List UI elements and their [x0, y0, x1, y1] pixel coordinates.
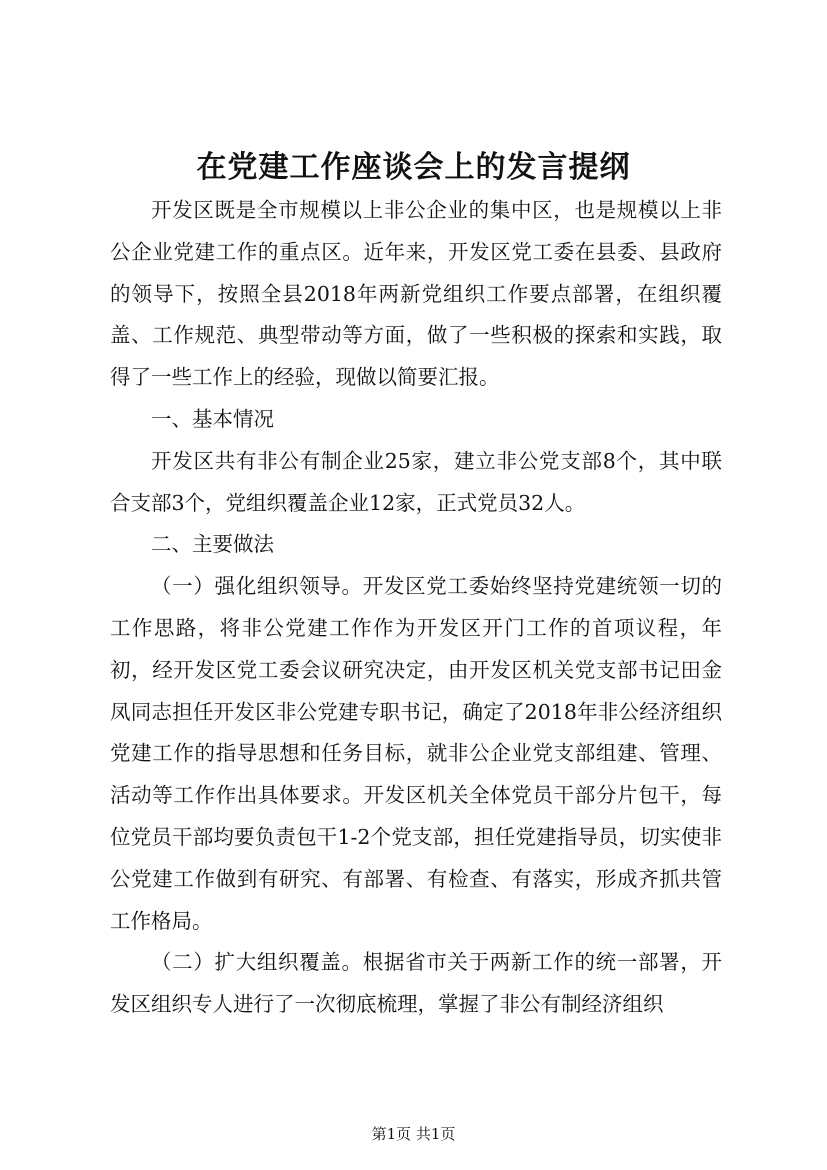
document-title: 在党建工作座谈会上的发言提纲: [196, 150, 631, 185]
section-heading-basic-situation: 一、基本情况: [151, 406, 274, 431]
practice-item-2-paragraph: （二）扩大组织覆盖。根据省市关于两新工作的统一部署，开发区组织专人进行了一次彻底梳理，掌握了非公有制经济组织: [110, 950, 722, 1017]
section-heading-main-practices: 二、主要做法: [151, 532, 274, 557]
intro-paragraph: 开发区既是全市规模以上非公企业的集中区，也是规模以上非公企业党建工作的重点区。近年来，开发区党工委在县委、县政府的领导下，按照全县2018年两新党组织工作要点部署，在组织覆盖、工作规范、典型带动等方面，做了一些积极的探索和实践，取得了一些工作上的经验，现做以简要汇报。: [110, 198, 722, 390]
document-body: [110, 190, 722, 1026]
practice-item-1-paragraph: （一）强化组织领导。开发区党工委始终坚持党建统领一切的工作思路，将非公党建工作作为开发区开门工作的首项议程，年初，经开发区党工委会议研究决定，由开发区机关党支部书记田金凤同志担任开发区非公党建专职书记，确定了2018年非公经济组织党建工作的指导思想和任务目标，就非公企业党支部组建、管理、活动等工作作出具体要求。开发区机关全体党员干部分片包干，每位党员干部均要负责包干1-2个党支部，担任党建指导员，切实使非公党建工作做到有研究、有部署、有检查、有落实，形成齐抓共管工作格局。: [110, 574, 722, 933]
page-footer: 第1页 共1页: [371, 1125, 456, 1143]
basic-situation-paragraph: 开发区共有非公有制企业25家，建立非公党支部8个，其中联合支部3个，党组织覆盖企业12家，正式党员32人。: [110, 448, 722, 515]
